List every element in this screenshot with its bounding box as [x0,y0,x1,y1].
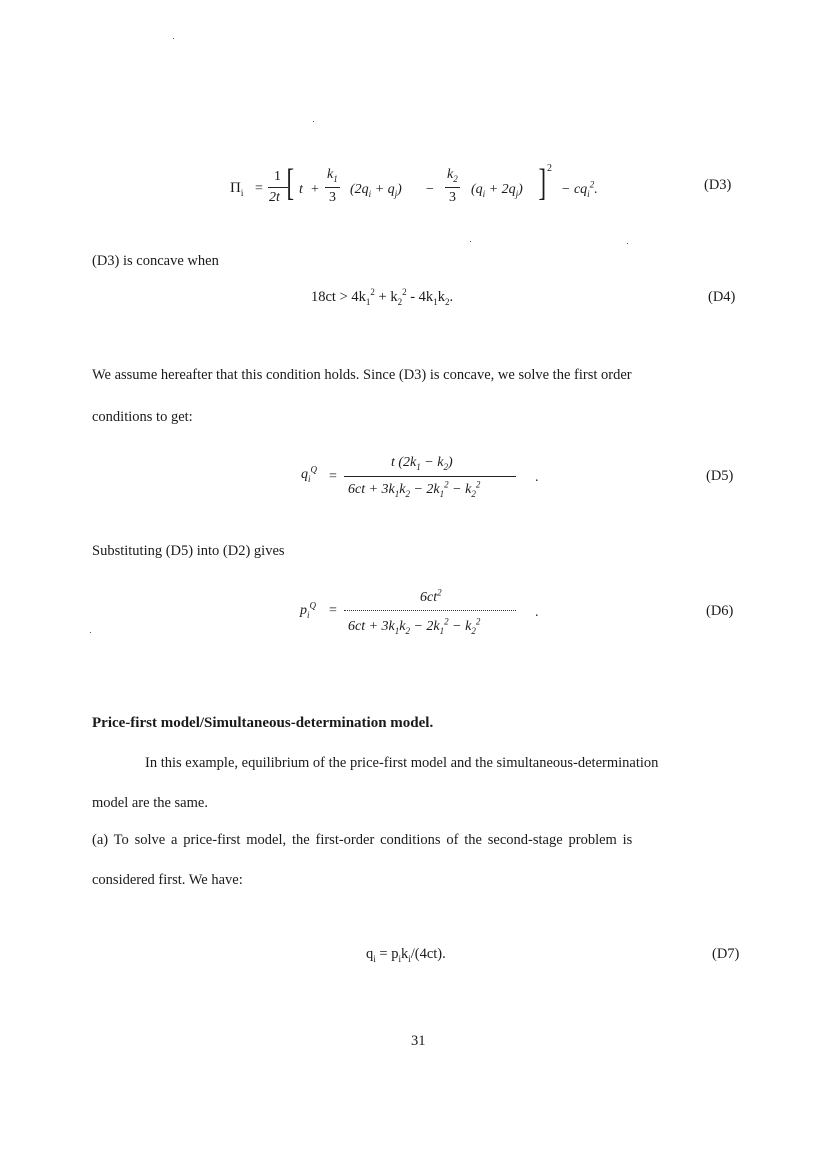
scan-speck [470,241,471,242]
fraction-bar [344,476,516,477]
fraction-bar [325,187,340,188]
fraction-bar [445,187,460,188]
minus-sign: − [426,182,434,197]
d6-numerator: $6ct^2$ [420,587,442,605]
scan-speck [173,38,174,39]
section-heading: Price-first model/Simultaneous-determination model. [92,715,434,731]
scan-speck [90,632,91,633]
inequality-d4: $18ct > 4k_1^2 + k_2^2 - 4k_1k_2$. [311,287,454,307]
left-bracket: [ [286,162,295,204]
plus-sign: + [311,182,319,197]
square-exponent: 2 [547,163,552,174]
q-superscript-q: $q_i^Q$ [301,464,318,484]
pi-symbol: $\Pi_i$ [230,180,244,198]
equals-sign: = [329,469,337,484]
body-text-assume-line2: conditions to get: [92,409,193,425]
equation-label-d5: (D5) [706,468,734,484]
d5-numerator: t $(2k_1 - k_2)$ [391,455,453,472]
equation-label-d6: (D6) [706,603,734,619]
d5-denominator: $6ct + 3k_1k_2 - 2k_1^2 - k_2^2$ [348,479,481,499]
body-text-para1-line2: model are the same. [92,795,208,811]
fraction-bar [344,610,516,611]
body-text-assume-line1: We assume hereafter that this condition holds. Since (D3) is concave, we solve the first order [92,367,632,383]
body-text-concave-when: (D3) is concave when [92,253,219,269]
body-text-substituting: Substituting (D5) into (D2) gives [92,543,285,559]
k2-numerator: $k_2$ [447,167,458,184]
d6-denominator: $6ct + 3k_1k_2 - 2k_1^2 - k_2^2$ [348,616,481,636]
equation-label-d4: (D4) [708,289,736,305]
fraction-numerator: 1 [274,169,281,184]
d5-period: . [535,470,539,485]
body-text-para2-line2: considered first. We have: [92,872,243,888]
equation-label-d7: (D7) [712,946,740,962]
d6-period: . [535,605,539,620]
equation-label-d3: (D3) [704,177,732,193]
term-one: $(2q_i + q_j)$ [350,182,402,199]
equals-sign: = [329,603,337,618]
body-text-para2-line1: (a) To solve a price-first model, the first-order conditions of the second-stage problem is [92,832,633,848]
scan-speck [313,121,314,122]
right-bracket: ] [538,162,547,204]
k2-denominator: 3 [449,190,456,205]
body-text-para1-line1: In this example, equilibrium of the price-first model and the simultaneous-determination [145,755,659,771]
equals-sign: = [255,181,263,196]
variable-t: t [299,182,303,197]
term-two: $(q_i + 2q_j)$ [471,182,523,199]
p-superscript-q: $p_i^Q$ [300,600,317,620]
fraction-denominator: 2t [269,190,280,205]
cost-term: − $cq_i^2$. [561,179,598,199]
k1-numerator: $k_1$ [327,167,338,184]
k1-denominator: 3 [329,190,336,205]
scan-speck [627,243,628,244]
fraction-bar [268,187,288,188]
page-number: 31 [411,1033,426,1049]
equation-d7-body: $q_i = p_ik_i/(4ct)$. [366,946,446,964]
